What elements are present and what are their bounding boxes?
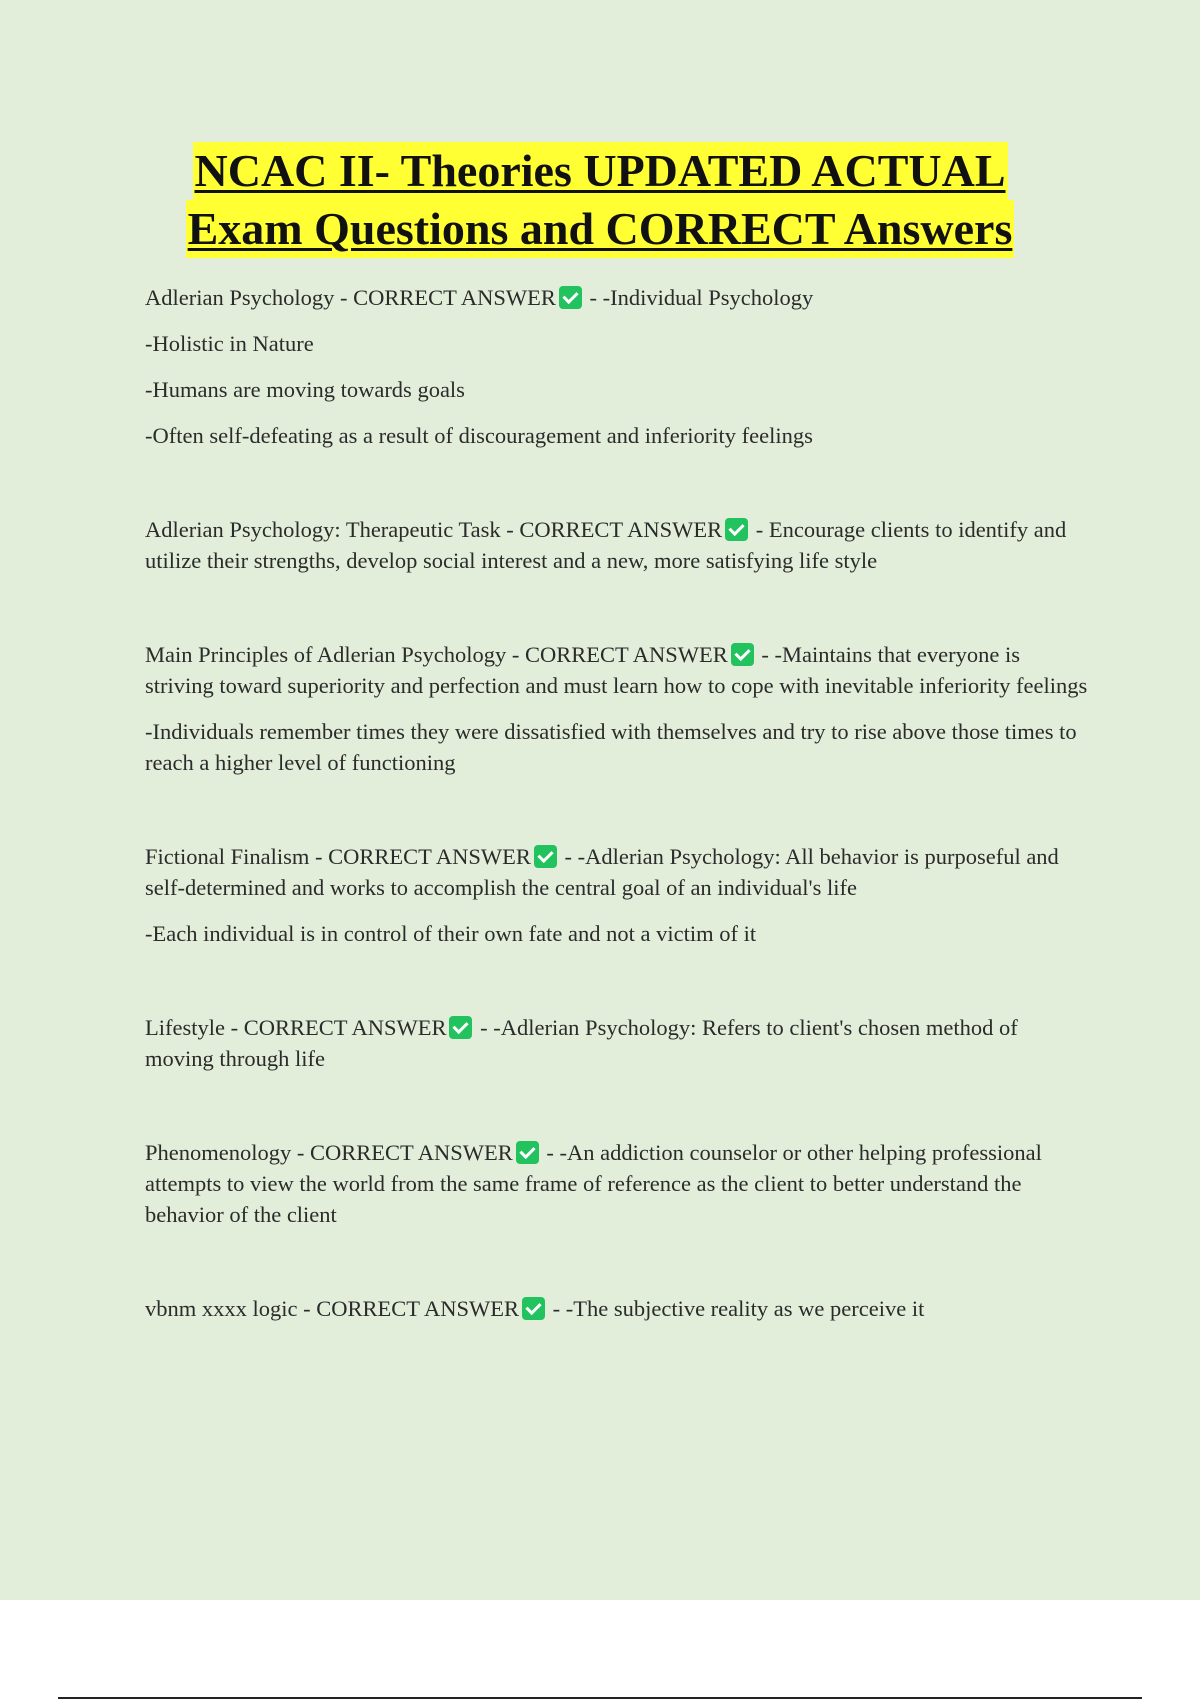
- qa-term: Phenomenology: [145, 1140, 292, 1165]
- check-mark-icon: [522, 1297, 545, 1320]
- check-mark-icon: [559, 286, 582, 309]
- correct-answer-label: CORRECT ANSWER: [519, 517, 723, 542]
- qa-answer-text: - -Adlerian Psychology: All behavior is purposeful and self-determined and works to accomplish the central goal of an individual's life: [145, 844, 1059, 900]
- title-line-1: NCAC II- Theories UPDATED ACTUAL: [193, 142, 1008, 200]
- qa-entry-first-line: Phenomenology - CORRECT ANSWER - -An addiction counselor or other helping professional attempts to view the world from the same frame of reference as the client to better understand the behavior of the client: [145, 1140, 1042, 1227]
- qa-answer-text: - -Individual Psychology: [583, 285, 814, 310]
- qa-answer-text: - -Maintains that everyone is striving toward superiority and perfection and must learn how to cope with inevitable inferiority feelings: [145, 642, 1088, 698]
- qa-entry: [145, 841, 1090, 949]
- document-title: [0, 142, 1200, 258]
- qa-entry: [145, 282, 1090, 451]
- qa-entry: [145, 1012, 1090, 1074]
- qa-answer-line: -Often self-defeating as a result of discouragement and inferiority feelings: [145, 423, 813, 448]
- qa-term: Adlerian Psychology: [145, 285, 335, 310]
- qa-list: [145, 282, 1090, 1324]
- qa-entry-first-line: vbnm xxxx logic - CORRECT ANSWER - -The subjective reality as we perceive it: [145, 1296, 925, 1321]
- title-line-2: Exam Questions and CORRECT Answers: [186, 200, 1015, 258]
- correct-answer-label: CORRECT ANSWER: [316, 1296, 519, 1321]
- qa-entry: [145, 1137, 1090, 1230]
- qa-entry-first-line: Fictional Finalism - CORRECT ANSWER - -Adlerian Psychology: All behavior is purposeful and self-determined and works to accomplish the central goal of an individual's life: [145, 844, 1059, 900]
- qa-term: Main Principles of Adlerian Psychology: [145, 642, 507, 667]
- footer-divider: [58, 1697, 1142, 1699]
- qa-answer-text: - -Adlerian Psychology: Refers to client's chosen method of moving through life: [145, 1015, 1018, 1071]
- qa-answer-line: -Humans are moving towards goals: [145, 377, 465, 402]
- qa-term: Lifestyle: [145, 1015, 225, 1040]
- qa-answer-text: - -An addiction counselor or other helping professional attempts to view the world from the same frame of reference as the client to better understand the behavior of the client: [145, 1140, 1042, 1227]
- check-mark-icon: [725, 518, 748, 541]
- qa-entry-first-line: Adlerian Psychology - CORRECT ANSWER - -Individual Psychology: [145, 285, 814, 310]
- qa-answer-text: - -The subjective reality as we perceive it: [547, 1296, 925, 1321]
- qa-term: Adlerian Psychology: Therapeutic Task: [145, 517, 501, 542]
- qa-answer-line: -Each individual is in control of their own fate and not a victim of it: [145, 921, 757, 946]
- correct-answer-label: CORRECT ANSWER: [524, 642, 728, 667]
- qa-answer-line: -Individuals remember times they were dissatisfied with themselves and try to rise above those times to reach a higher level of functioning: [145, 719, 1077, 775]
- qa-entry: [145, 514, 1090, 576]
- qa-entry-first-line: Main Principles of Adlerian Psychology - CORRECT ANSWER - -Maintains that everyone is striving toward superiority and perfection and must learn how to cope with inevitable inferiority feelings: [145, 642, 1088, 698]
- correct-answer-label: CORRECT ANSWER: [328, 844, 531, 869]
- correct-answer-label: CORRECT ANSWER: [353, 285, 556, 310]
- qa-answer-text: - Encourage clients to identify and utilize their strengths, develop social interest and a new, more satisfying life style: [145, 517, 1067, 573]
- check-mark-icon: [449, 1016, 472, 1039]
- qa-entry: [145, 639, 1090, 778]
- qa-entry-first-line: Lifestyle - CORRECT ANSWER - -Adlerian Psychology: Refers to client's chosen method of moving through life: [145, 1015, 1018, 1071]
- correct-answer-label: CORRECT ANSWER: [243, 1015, 447, 1040]
- qa-term: Fictional Finalism: [145, 844, 310, 869]
- qa-entry: [145, 1293, 1090, 1324]
- qa-entry-first-line: Adlerian Psychology: Therapeutic Task - CORRECT ANSWER - Encourage clients to identify and utilize their strengths, develop social interest and a new, more satisfying life style: [145, 517, 1067, 573]
- check-mark-icon: [731, 643, 754, 666]
- check-mark-icon: [516, 1141, 539, 1164]
- qa-answer-line: -Holistic in Nature: [145, 331, 314, 356]
- correct-answer-label: CORRECT ANSWER: [310, 1140, 513, 1165]
- check-mark-icon: [534, 845, 557, 868]
- qa-term: vbnm xxxx logic: [145, 1296, 298, 1321]
